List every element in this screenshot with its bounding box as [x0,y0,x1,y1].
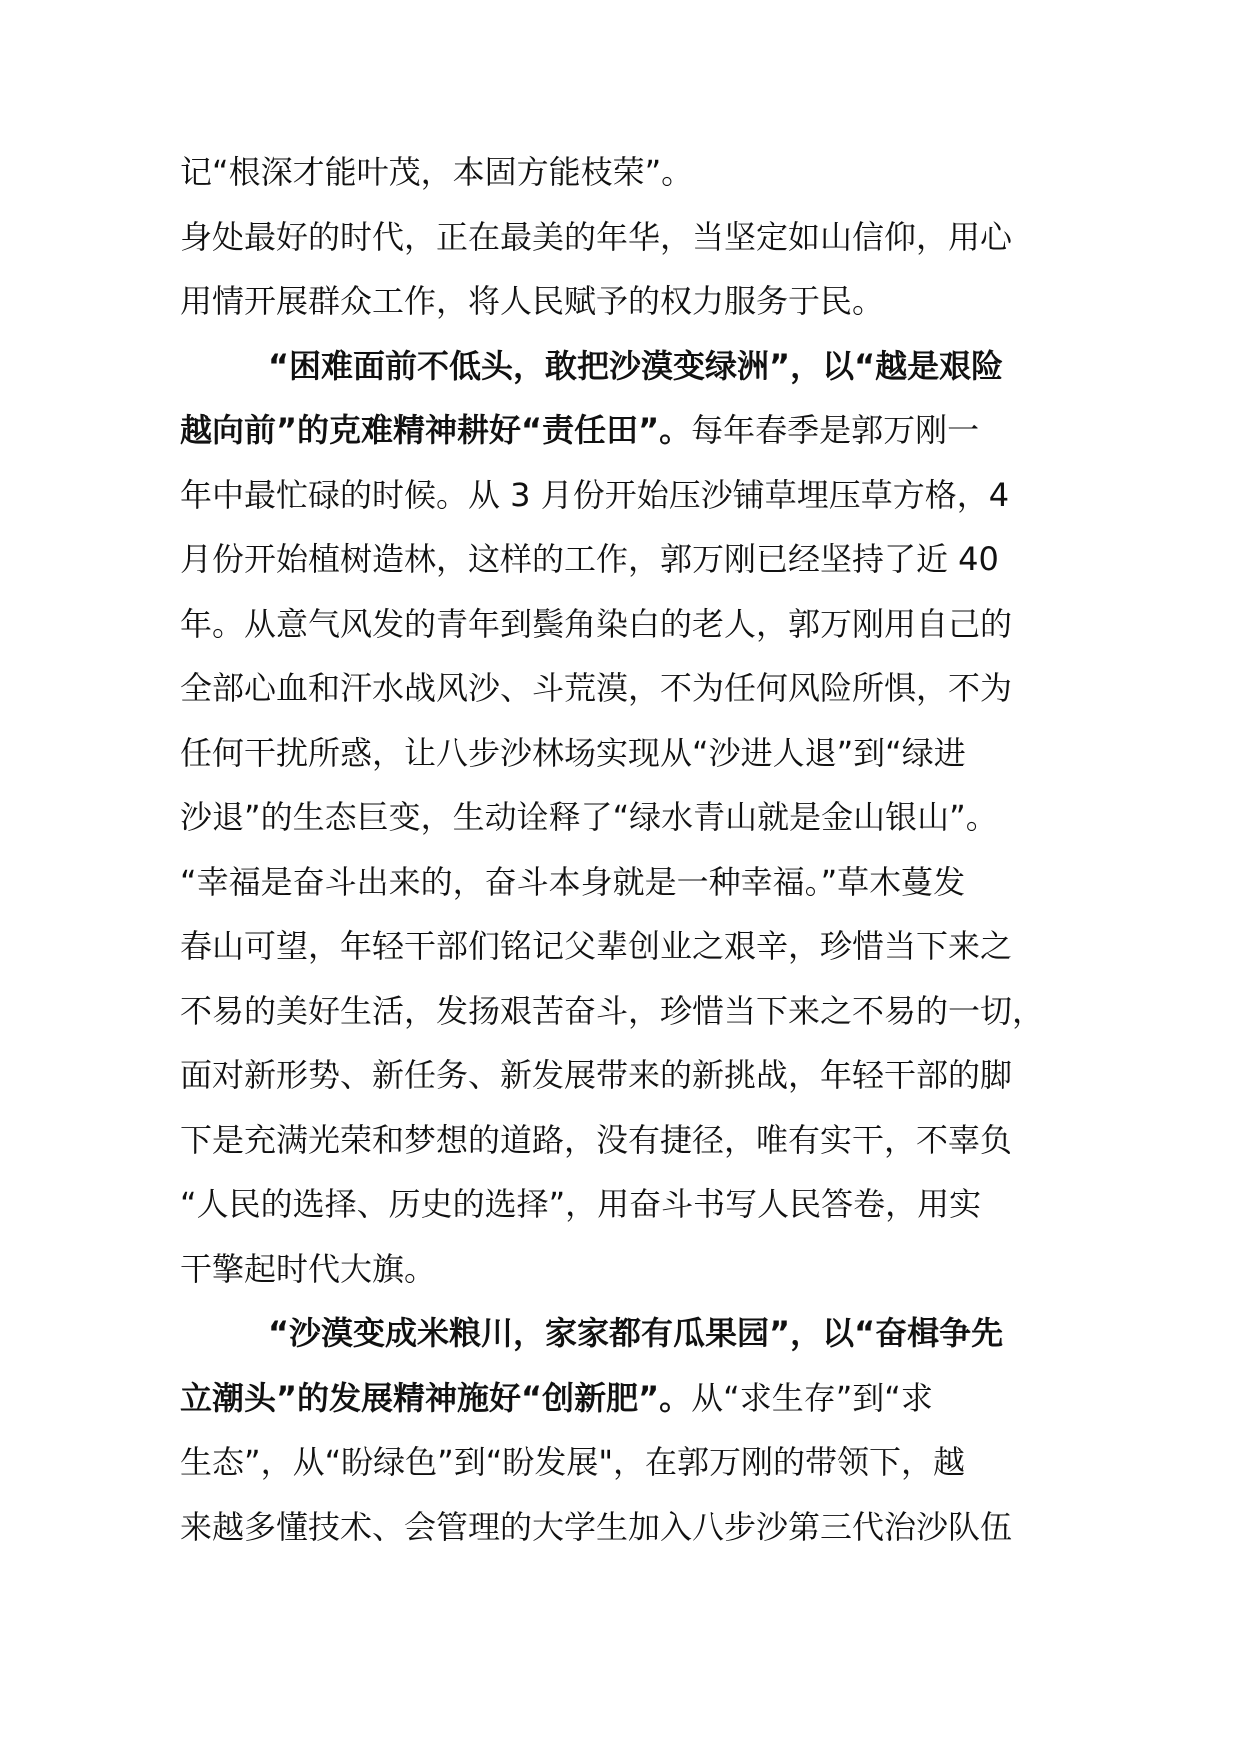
body-text: 从“求生存”到“求 [691,1378,933,1417]
paragraph-line [180,1366,1070,1431]
section-heading-line [180,1301,1070,1366]
paragraph-line: 记“根深才能叶茂，本固方能枝荣”。 [180,153,694,191]
paragraph-line: 用情开展群众工作，将人民赋予的权力服务于民。 [180,282,885,320]
bold-heading-text: “困难面前不低头，敢把沙漠变绿洲”，以“越是艰险 [268,346,1004,385]
bold-heading-text: 越向前”的克难精神耕好“责任田”。 [180,411,692,449]
paragraph-line: 全部心血和汗水战风沙、斗荒漠，不为任何风险所惧，不为 [180,669,1013,707]
paragraph-line: 任何干扰所惑，让八步沙林场实现从“沙进人退”到“绿进 [180,733,966,772]
paragraph-line: “人民的选择、历史的选择”，用奋斗书写人民答卷，用实 [180,1185,982,1223]
paragraph-line: 月份开始植树造林，这样的工作，郭万刚已经坚持了近 40 [180,540,999,578]
paragraph-line: 不易的美好生活，发扬艰苦奋斗，珍惜当下来之不易的一切， [180,991,1045,1030]
paragraph-line: 来越多懂技术、会管理的大学生加入八步沙第三代治沙队伍 [180,1507,1013,1546]
paragraph-line: 沙退”的生态巨变，生动诠释了“绿水青山就是金山银山”。 [180,798,998,836]
body-text: 每年春季是郭万刚一 [691,411,980,449]
document-body [180,140,1070,1559]
paragraph-line: 面对新形势、新任务、新发展带来的新挑战，年轻干部的脚 [180,1056,1013,1094]
bold-heading-text: “沙漠变成米粮川，家家都有瓜果园”，以“奋楫争先 [268,1314,1004,1352]
paragraph-line: 年。从意气风发的青年到鬓角染白的老人，郭万刚用自己的 [180,604,1013,643]
paragraph-line: “幸福是奋斗出来的，奋斗本身就是一种幸福。”草木蔓发 [180,862,966,901]
paragraph-line: 身处最好的时代，正在最美的年华，当坚定如山信仰，用心 [180,217,1013,256]
paragraph-line: 下是充满光荣和梦想的道路，没有捷径，唯有实干，不辜负 [180,1120,1013,1159]
bold-heading-text: 立潮头”的发展精神施好“创新肥”。 [180,1378,692,1417]
paragraph-line [180,398,1070,463]
paragraph-line: 干擎起时代大旗。 [180,1249,437,1288]
paragraph-line: 年中最忙碌的时候。从 3 月份开始压沙铺草埋压草方格，4 [180,475,1010,514]
paragraph-line: 春山可望，年轻干部们铭记父辈创业之艰辛，珍惜当下来之 [180,927,1013,965]
section-heading-line [180,334,1070,399]
paragraph-line: 生态”，从“盼绿色”到“盼发展"，在郭万刚的带领下，越 [180,1443,966,1481]
